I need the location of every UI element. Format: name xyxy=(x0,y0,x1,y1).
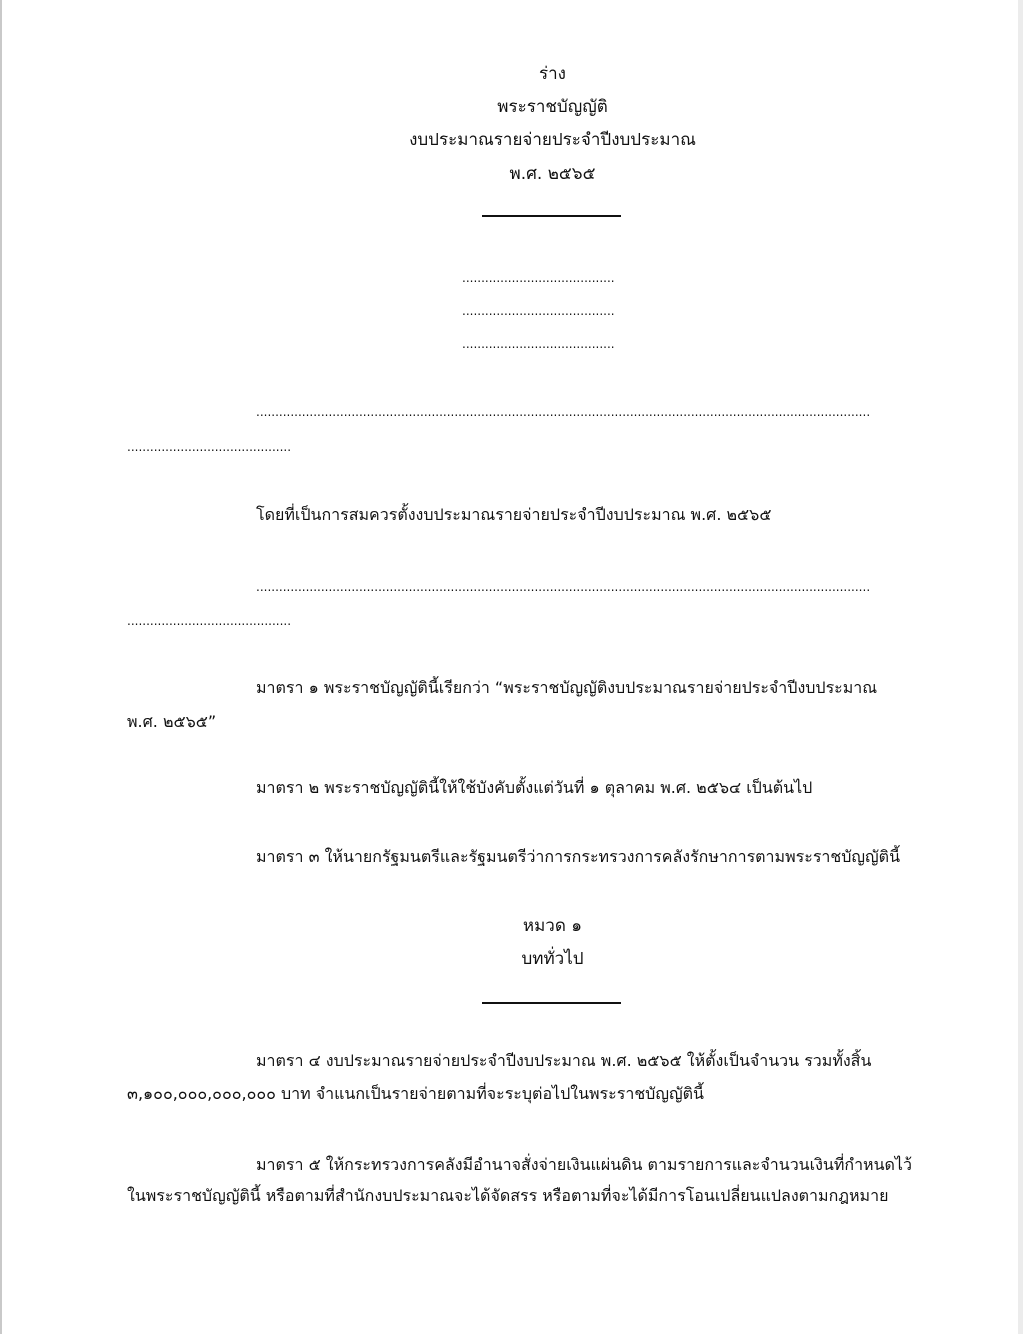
preamble-whereas: โดยที่เป็นการสมควรตั้งงบประมาณรายจ่ายประจำปีงบประมาณ พ.ศ. ๒๕๖๕ xyxy=(256,505,772,524)
section-1-line-1: มาตรา ๑ พระราชบัญญัตินี้เรียกว่า “พระราชบัญญัติงบประมาณรายจ่ายประจำปีงบประมาณ xyxy=(256,678,878,697)
section-5-line-2: ในพระราชบัญญัตินี้ หรือตามที่สำนักงบประมาณจะได้จัดสรร หรือตามที่จะได้มีการโอนเปลี่ยนแปลงตามกฎหมาย xyxy=(127,1186,889,1205)
section-4-line-2: ๓,๑๐๐,๐๐๐,๐๐๐,๐๐๐ บาท จำแนกเป็นรายจ่ายตามที่จะระบุต่อไปในพระราชบัญญัตินี้ xyxy=(127,1084,704,1103)
chapter-divider xyxy=(482,1002,621,1004)
placeholder-line-3: ........................................ xyxy=(462,337,615,351)
header-divider xyxy=(482,215,621,217)
page-edge-left xyxy=(0,0,2,1334)
act-title: งบประมาณรายจ่ายประจำปีงบประมาณ xyxy=(409,130,696,150)
section-5-line-1: มาตรา ๕ ให้กระทรวงการคลังมีอำนาจสั่งจ่ายเงินแผ่นดิน ตามรายการและจำนวนเงินที่กำหนดไว้ xyxy=(256,1155,912,1174)
section-3: มาตรา ๓ ให้นายกรัฐมนตรีและรัฐมนตรีว่าการกระทรวงการคลังรักษาการตามพระราชบัญญัตินี้ xyxy=(256,847,900,866)
placeholder-line-1: ........................................ xyxy=(462,271,615,285)
dotted-paragraph-2-line-1: ................................................................................................................................................................. xyxy=(256,580,871,594)
dotted-paragraph-1-line-2: ........................................... xyxy=(127,440,292,454)
dotted-paragraph-1-line-1: ................................................................................................................................................................. xyxy=(256,405,871,419)
section-2: มาตรา ๒ พระราชบัญญัตินี้ให้ใช้บังคับตั้งแต่วันที่ ๑ ตุลาคม พ.ศ. ๒๕๖๔ เป็นต้นไป xyxy=(256,778,813,797)
draft-label: ร่าง xyxy=(539,64,566,84)
page-edge-right xyxy=(1018,0,1023,1334)
act-label: พระราชบัญญัติ xyxy=(497,97,608,117)
section-1-line-2: พ.ศ. ๒๕๖๕” xyxy=(127,712,217,731)
act-year: พ.ศ. ๒๕๖๕ xyxy=(509,164,596,184)
section-4-line-1: มาตรา ๔ งบประมาณรายจ่ายประจำปีงบประมาณ พ.ศ. ๒๕๖๕ ให้ตั้งเป็นจำนวน รวมทั้งสิ้น xyxy=(256,1051,872,1070)
dotted-paragraph-2-line-2: ........................................... xyxy=(127,614,292,628)
chapter-number: หมวด ๑ xyxy=(522,916,583,936)
chapter-title: บททั่วไป xyxy=(521,949,584,969)
placeholder-line-2: ........................................ xyxy=(462,304,615,318)
